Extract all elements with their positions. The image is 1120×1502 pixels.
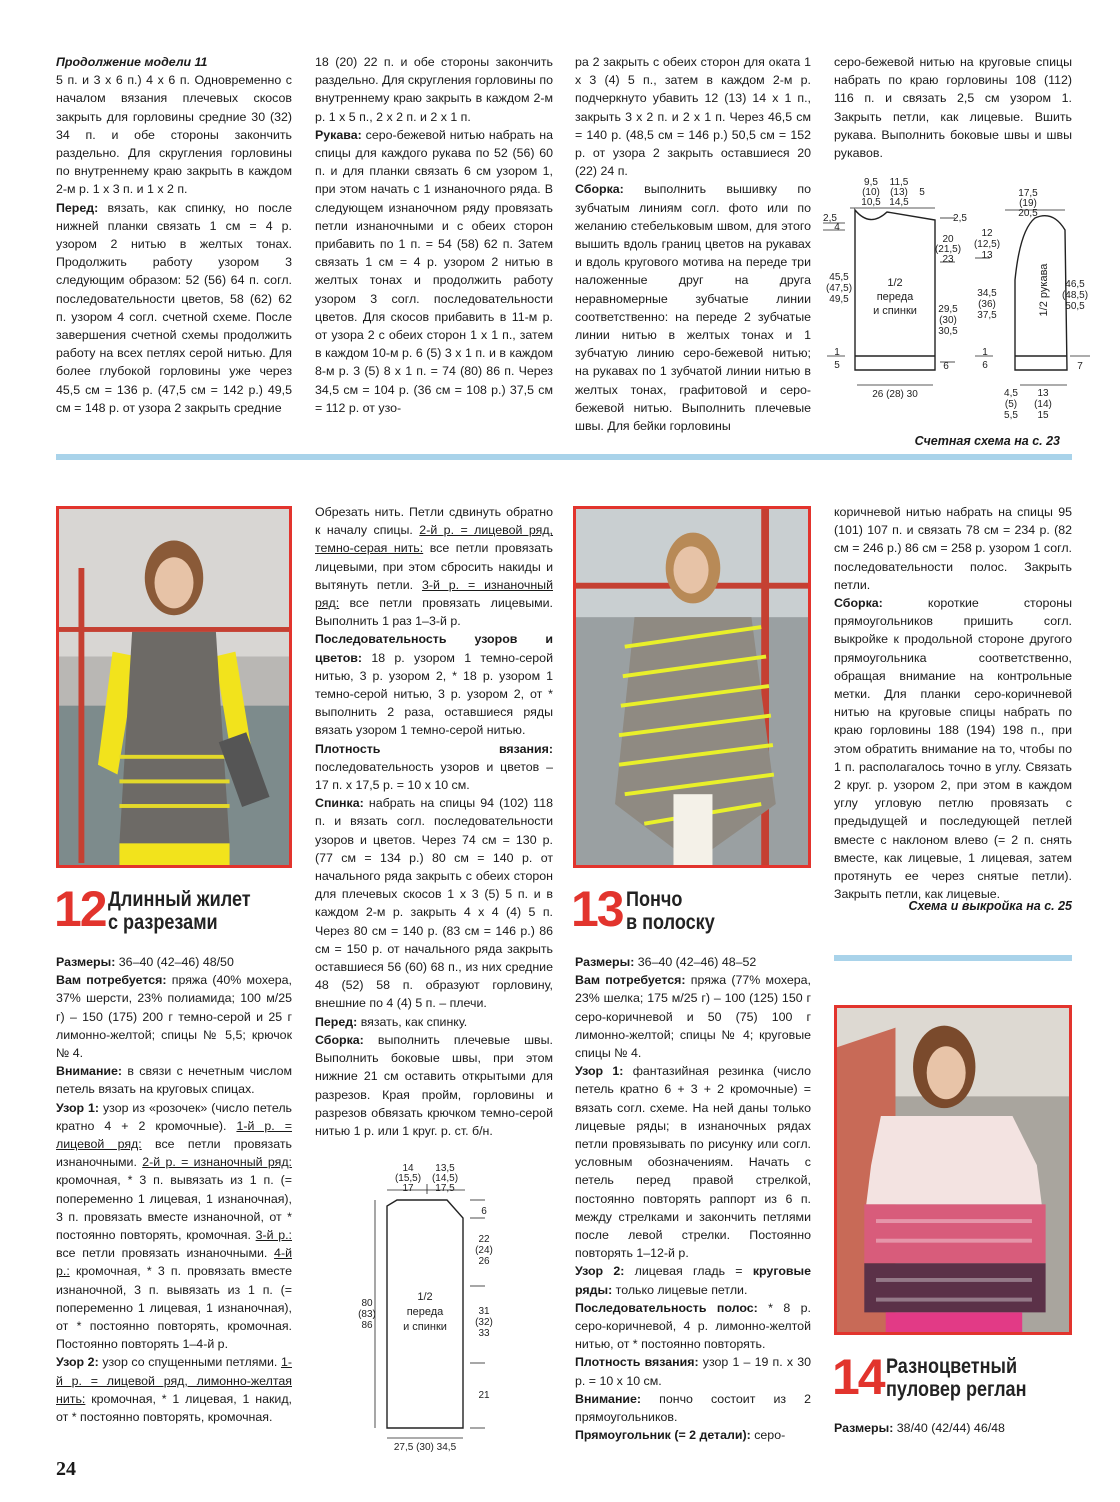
m14-sizes: 38/40 (42/44) 46/48 [896,1421,1005,1435]
m12-sizes: 36–40 (42–46) 48/50 [118,955,234,969]
assembly-text: выполнить вышивку по зубчатым линиям согл. фото или по желанию стебельковым швом, для этого вышить вдоль границ цветов на рукавах и вдоль кругового мотива на переде три наложенные друг на друга неравномерные зубчатые линии соответственно: на переде 2 зубчатые линии нитью в желтых тонах и 1 зубчатую линию серо-бежевой нитью; на рукавах по 1 зубчатой линии нитью в желтых тонах, графитовой и серо-бежевой нитью. Выполнить плечевые швы. Для бейки горловины [575,182,811,434]
m11-sleeve-upper-2: (36) [978,299,996,310]
m13-rect-label: Прямоугольник (= 2 детали): [575,1428,751,1443]
m13-p2-a: лицевая гладь = [634,1264,743,1279]
model11-col1-text: 5 п. и 3 х 6 п.) 4 х 6 п. Одновременно с началом вязания плечевых скосов закрыть для горловины средние 30 (32) 34 п. и обе стороны закончить раздельно. Для скругления горловины по внутреннему краю закрыть в каждом 2-м р. 1 х 3 п. и 1 х 2 п. [56,73,292,197]
model11-col4-text: серо-бежевой нитью на круговые спицы набрать по краю горловины 108 (112) 116 п. и связать 2,5 см узором 1. Закрыть петли, как лицевые. Вшить рукава. Выполнить боковые швы и швы рукавов. [834,55,1072,161]
m13-assembly: короткие стороны прямоугольников пришить согл. выкройке к продольной стороне другого прямоугольника соответственно, обращая внимание на контрольные метки. Для планки серо-коричневой нитью на круговые спицы набрать по краю горловины 188 (194) 198 п., при этом обратить внимание на то, чтобы по 1 п. располагалось точно в углу. Связать 2 круг. р. узором 2, при этом в каждом углу угловую петлю провязать с предыдущей и последующей петлей вместе с наклоном влево (= 2 п. снять вместе, как лицевые, 1 лицевая, затем протянуть ее через снятые петли). Закрыть петли, как лицевые. [834,596,1072,902]
m11-sleeve-total-2: (48,5) [1061,290,1089,301]
m12-left-2: (83) [358,1309,376,1320]
model12-title [108,888,251,934]
m12-top-b-1: 13,5 [435,1163,455,1174]
m12-attention-label: Внимание: [56,1064,123,1079]
m11-armhole-2: (21,5) [934,244,962,255]
m13-need: пряжа (77% мохера, 23% шелка; 175 м/25 г) – 100 (125) 150 г серо-коричневой и 50 (75) 100 г лимонно-желтой; спицы № 4; круговые спицы № 4. [575,973,811,1061]
m11-sleeve-br: 7 [1077,361,1083,372]
m12-right-1: 6 [481,1206,487,1217]
m11-height-2: (47,5) [825,283,853,294]
m13-c4-text: коричневой нитью набрать на спицы 95 (101) 107 п. и связать 78 см = 234 р. (82 см = 246 р.) 86 см = 258 р. узором 1 согл. последовательности полос. Закрыть петли. [834,505,1072,592]
model14-title-line1: Разноцветный [886,1355,1018,1378]
m13-attention-label: Внимание: [575,1391,642,1406]
sleeve-label: Рукава: [315,127,362,142]
model11-col1 [56,53,292,417]
m13-density-label: Плотность вязания: [575,1355,699,1370]
counting-scheme-ref: Счетная схема на с. 23 [914,434,1060,448]
m11-height-1: 45,5 [829,272,849,283]
m12-top-a-1: 14 [402,1163,414,1174]
model12-col2 [315,503,553,1140]
m12-attention: в связи с нечетным числом петель вязать на круговых спицах. [56,1064,292,1097]
front-label: Перед: [56,200,99,215]
m11-cuff-a-2: (5) [1004,399,1018,410]
m13-p1: фантазийная резинка (число петель кратно 6 + 3 + 2 кромочные) = вязать согл. схеме. На ней даны только лицевые ряды; в изнаночных рядах петли провязывать по рисунку или согл. условным обозначениям. Начать с петель перед правой стрелкой, постоянно повторять раппорт из 6 п. между стрелками и закончить петлями после левой стрелки. Постоянно повторять 1–12-й р. [575,1064,811,1261]
model12-title-line2: с разрезами [108,911,218,934]
m13-p2-b: круговые ряды: [575,1264,811,1297]
m11-armhole-1: 20 [942,234,954,245]
m11-cuff-b-1: 13 [1037,388,1049,399]
m11-center-3: и спинки [873,305,917,317]
m11-left-4: 4 [834,222,840,233]
m13-density: узор 1 – 19 п. х 30 р. = 10 х 10 см. [575,1355,811,1388]
m12-back-label: Спинка: [315,796,364,811]
model14-number: 14 [832,1349,884,1405]
m11-cuff-b-3: 15 [1037,410,1049,421]
m11-sleeve-bl-1: 1 [982,347,988,358]
m12-right-4: 21 [478,1390,490,1401]
model11-col3 [575,53,811,435]
section-divider-2 [834,955,1072,961]
m12-top-b-2: (14,5) [431,1173,459,1184]
m12-right-3c: 33 [478,1328,490,1339]
m13-sizes: 36–40 (42–46) 48–52 [637,955,757,969]
m11-side-3: 30,5 [938,326,958,337]
m12-density-label: Плотность вязания: [315,741,553,756]
section-divider [56,454,1072,460]
m11-neck-1: 9,5 [864,177,878,188]
m12-left-1: 80 [361,1298,373,1309]
m11-side-2: (30) [939,315,957,326]
model13-col3 [575,953,811,1444]
model12-number: 12 [54,881,106,937]
model13-number: 13 [571,881,623,937]
m13-p2-label: Узор 2: [575,1264,625,1279]
m11-neck-2: (10) [862,187,880,198]
model13-title [626,888,715,934]
m12-c2-r2: 2-й р. = лицевой ряд, темно-серая нить: [315,523,554,556]
m12-p1-r2-text: кромочная, * 3 п. вывязать из 1 п. (= попеременно 1 лицевая, 1 изнаночная), 3 п. провязать вместе изнаночной, от * постоянно повторять, кромочная. [56,1173,292,1243]
m13-need-label: Вам потребуется: [575,973,686,988]
model14-photo [834,1005,1072,1335]
m12-p1-r2: 2-й р. = изнаночный ряд: [142,1155,292,1170]
m12-need-label: Вам потребуется: [56,973,167,988]
model13-col4 [834,503,1072,903]
m11-sleeve-upper-3: 37,5 [977,310,997,321]
m13-sizes-label: Размеры: [575,955,635,969]
m13-rect: серо- [754,1428,786,1443]
m11-cuff-b-2: (14) [1034,399,1052,410]
m12-left-3: 86 [361,1320,373,1331]
model12-col1 [56,953,292,1426]
m11-sleeve-top-1: 17,5 [1018,188,1038,199]
m12-seq-label: Последовательность узоров и цветов: [315,632,553,665]
m11-sleeve-total-3: 50,5 [1065,301,1085,312]
m12-p1-label: Узор 1: [56,1100,100,1115]
model13-photo [573,506,811,868]
m12-p2-r1-text: кромочная, * 1 лицевая, 1 накид, от * постоянно повторять, кромочная. [56,1391,292,1425]
model13-title-line1: Пончо [626,888,683,911]
m12-p2-r1: 1-й р. = лицевой ряд, лимонно-желтая нить: [56,1355,292,1406]
m11-cuff-a-3: 5,5 [1004,410,1018,421]
m11-center-1: 1/2 [887,277,903,289]
model12-title-line1: Длинный жилет [108,888,251,911]
sleeve-text: серо-бежевой нитью набрать на спицы для каждого рукава по 52 (56) 60 п. и для планки связать 6 см узором 1, при этом начать с 1 изнаночного ряда. В следующем изнаночном ряду провязать петли изнаночными и с обеих сторон прибавить по 1 п. = 54 (58) 62 п. Затем связать 1 см = 4 р. узором 2 нитью в желтых тонах и продолжить работу узором 3 согл. последовательности цветов. Для скосов прибавить в 11-м р. от узора 2 с обеих сторон 1 х 1 п., затем в каждом 10-м р. 6 (5) 3 х 1 п. и в каждом 8-м р. 3 (5) 8 х 1 п. = 74 (80) 86 п. Через 34,5 см = 104 р. (36 см = 108 р.) 37,5 см = 112 р. от узо- [315,127,553,415]
m11-sleeve-cap-2: (12,5) [973,239,1001,250]
m13-attention: пончо состоит из 2 прямоугольников. [575,1391,811,1425]
m13-assembly-label: Сборка: [834,596,883,611]
m11-center-2: переда [876,291,914,303]
m11-sleeve-total-1: 46,5 [1065,279,1085,290]
m12-seq: 18 р. узором 1 темно-серой нитью, 3 р. узором 2, * 18 р. узором 1 темно-серой нитью, 3 р. узором 2, от * выполнить 2 раза, оставшиеся ряды вязать узором 1 темно-серой нитью. [315,650,553,738]
m12-right-2a: 22 [478,1234,490,1245]
m11-sleeve-cap-3: 13 [981,250,993,261]
m13-p2-c: только лицевые петли. [615,1282,748,1297]
m12-p1-r4-text: кромочная, * 3 п. провязать вместе изнаночной, 3 п. вывязать из 1 п. (= попеременно 1 лицевая, 1 изнаночная), от * постоянно повторять, кромочная. Постоянно повторять 1–4-й р. [56,1264,292,1352]
m12-top-a-3: 17 [402,1183,414,1194]
m12-right-2c: 26 [478,1256,490,1267]
m13-stripes-label: Последовательность полос: [575,1300,758,1315]
m12-c2-r3-text: все петли провязать лицевыми. Выполнить 1 раз 1–3-й р. [315,596,554,629]
m12-p1-intro: узор из «розочек» (число петель кратно 4 + 2 кромочные). [56,1100,292,1133]
m11-height-3: 49,5 [829,294,849,305]
m12-p2-label: Узор 2: [56,1355,99,1370]
m12-top-a-2: (15,5) [394,1173,422,1184]
m12-p1-r4: 4-й р.: [56,1246,292,1279]
assembly-label: Сборка: [575,182,624,197]
m11-shoulder-1: 11,5 [889,177,909,188]
model12-photo [56,506,292,868]
m11-sleeve-bl-2: 6 [982,360,988,371]
model14-sizes [834,1419,1072,1437]
m14-sizes-label: Размеры: [834,1421,894,1435]
m11-shoulder-2: (13) [890,187,908,198]
m13-stripes: * 8 р. серо-коричневой, 4 р. лимонно-желтой нитью, от * постоянно повторять. [575,1300,812,1352]
m12-p1-r1-text: все петли провязать изнаночными. [56,1137,292,1170]
m12-c2-r3: 3-й р. = изнаночный ряд: [315,577,553,611]
model14-title [886,1355,1027,1401]
m12-front-label: Перед: [315,1014,358,1029]
model11-col3-text: ра 2 закрыть с обеих сторон для оката 1 х 3 (4) 5 п., затем в каждом 2-м р. подчеркнуто убавить 12 (13) 14 х 1 п., закрыть 3 х 2 п. и 2 х 1 п. Через 46,5 см = 140 р. (48,5 см = 146 р.) 50,5 см = 152 р. от узора 2 закрыть оставшиеся 20 (22) 24 п. [575,55,811,179]
m11-bottom-right: 6 [943,361,949,372]
m11-bottom-left-1: 1 [834,347,840,358]
model11-col4 [834,53,1072,162]
m12-p2-intro: узор со спущенными петлями. [102,1355,278,1370]
m11-neck-3: 10,5 [861,197,881,208]
m11-right-25: 2,5 [953,213,967,224]
m11-left-25: 2,5 [823,213,837,224]
m11-shoulder-drop: 5 [919,187,925,198]
model14-title-line2: пуловер реглан [886,1378,1027,1401]
model11-col2-text: 18 (20) 22 п. и обе стороны закончить раздельно. Для скругления горловины по внутреннему краю закрыть в каждом 2-м р. 1 х 5 п., 2 х 2 п. и 2 х 1 п. [315,55,553,124]
m12-p1-r3: 3-й р.: [255,1228,292,1243]
model11-schematic [815,170,1090,425]
m12-center-1: 1/2 [417,1291,433,1303]
m11-width: 26 (28) 30 [872,389,918,400]
m12-center-2: переда [406,1306,444,1318]
m11-sleeve-cap-1: 12 [981,228,993,239]
m12-assembly-label: Сборка: [315,1032,364,1047]
m12-assembly: выполнить плечевые швы. Выполнить боковые швы, при этом нижние 21 см оставить открытыми для разрезов. Края пройм, горловины и разрезов обвязать крючком темно-серой нитью 1 р. или 1 круг. р. ст. б/н. [315,1032,553,1138]
m12-back: набрать на спицы 94 (102) 118 п. и вязать согл. последовательности узоров и цветов. Через 74 см = 130 р. (77 см = 134 р.) 80 см = 140 р. от начального ряда закрыть с обеих сторон для плечевых скосов 1 х 3 (5) 5 п. и в каждом 2-м р. закрыть 4 х 4 (4) 5 п. Через 80 см = 140 р. (83 см = 146 р.) 86 см = 150 р. от начального ряда закрыть оставшиеся 56 (60) 68 п., из них средние 48 (52) 58 п. образуют горловину, внешние по 4 (4) 5 п. – плечи. [315,796,553,1011]
m13-p1-label: Узор 1: [575,1064,624,1079]
m11-sleeve-label: 1/2 рукава [1038,263,1050,317]
m12-c2-r2-text: все петли провязать лицевыми, при этом сбросить накиды и вытянуть петли. [315,541,553,592]
front-text: вязать, как спинку, но после нижней планки связать 1 см = 4 р. узором 2 нитью в желтых тонах. Продолжить работу узором 3 следующим образом: 52 (56) 64 п. согл. последовательности цветов, 58 (62) 62 п. узором 4 согл. счетной схеме. После завершения счетной схемы продолжить работу на всех петлях серой нитью. Для более глубокой горловины уже через 45,5 см = 136 р. (47,5 см = 142 р.) 49,5 см = 148 р. от узора 2 закрыть средние [56,200,292,415]
m11-side-1: 29,5 [938,304,958,315]
m11-cuff-a-1: 4,5 [1004,388,1018,399]
m12-front: вязать, как спинку. [360,1014,468,1029]
m11-sleeve-upper-1: 34,5 [977,288,997,299]
m12-width: 27,5 (30) 34,5 [393,1442,457,1453]
m12-right-3b: (32) [475,1317,493,1328]
pattern-ref: Схема и выкройка на с. 25 [908,899,1072,913]
m12-right-3a: 31 [478,1306,490,1317]
page-number: 24 [56,1458,76,1480]
m12-c2-text1: Обрезать нить. Петли сдвинуть обратно к началу спицы. [315,505,553,538]
continued-header: Продолжение модели 11 [56,55,208,69]
m12-sizes-label: Размеры: [56,955,116,969]
m11-sleeve-top-2: (19) [1019,198,1037,209]
m12-p1-r1: 1-й р. = лицевой ряд: [56,1118,292,1152]
m12-p1-r3-text: все петли провязать изнаночными. [56,1246,268,1261]
m11-armhole-3: 23 [942,254,954,265]
model12-schematic [345,1158,505,1458]
m12-need: пряжа (40% мохера, 37% шерсти, 23% полиамида; 100 м/25 г) – 150 (175) 200 г темно-серой и 25 г лимонно-желтой; спицы № 5,5; крючок № 4. [56,973,292,1061]
m12-right-2b: (24) [475,1245,493,1256]
m11-sleeve-top-3: 20,5 [1018,208,1038,219]
m11-bottom-left-2: 5 [834,360,840,371]
m12-top-b-3: 17,5 [435,1183,455,1194]
m11-shoulder-3: 14,5 [889,197,909,208]
m12-center-3: и спинки [403,1321,447,1333]
model11-col2 [315,53,553,417]
m12-density: последовательность узоров и цветов – 17 п. х 17,5 р. = 10 х 10 см. [315,759,553,793]
model13-title-line2: в полоску [626,911,715,934]
